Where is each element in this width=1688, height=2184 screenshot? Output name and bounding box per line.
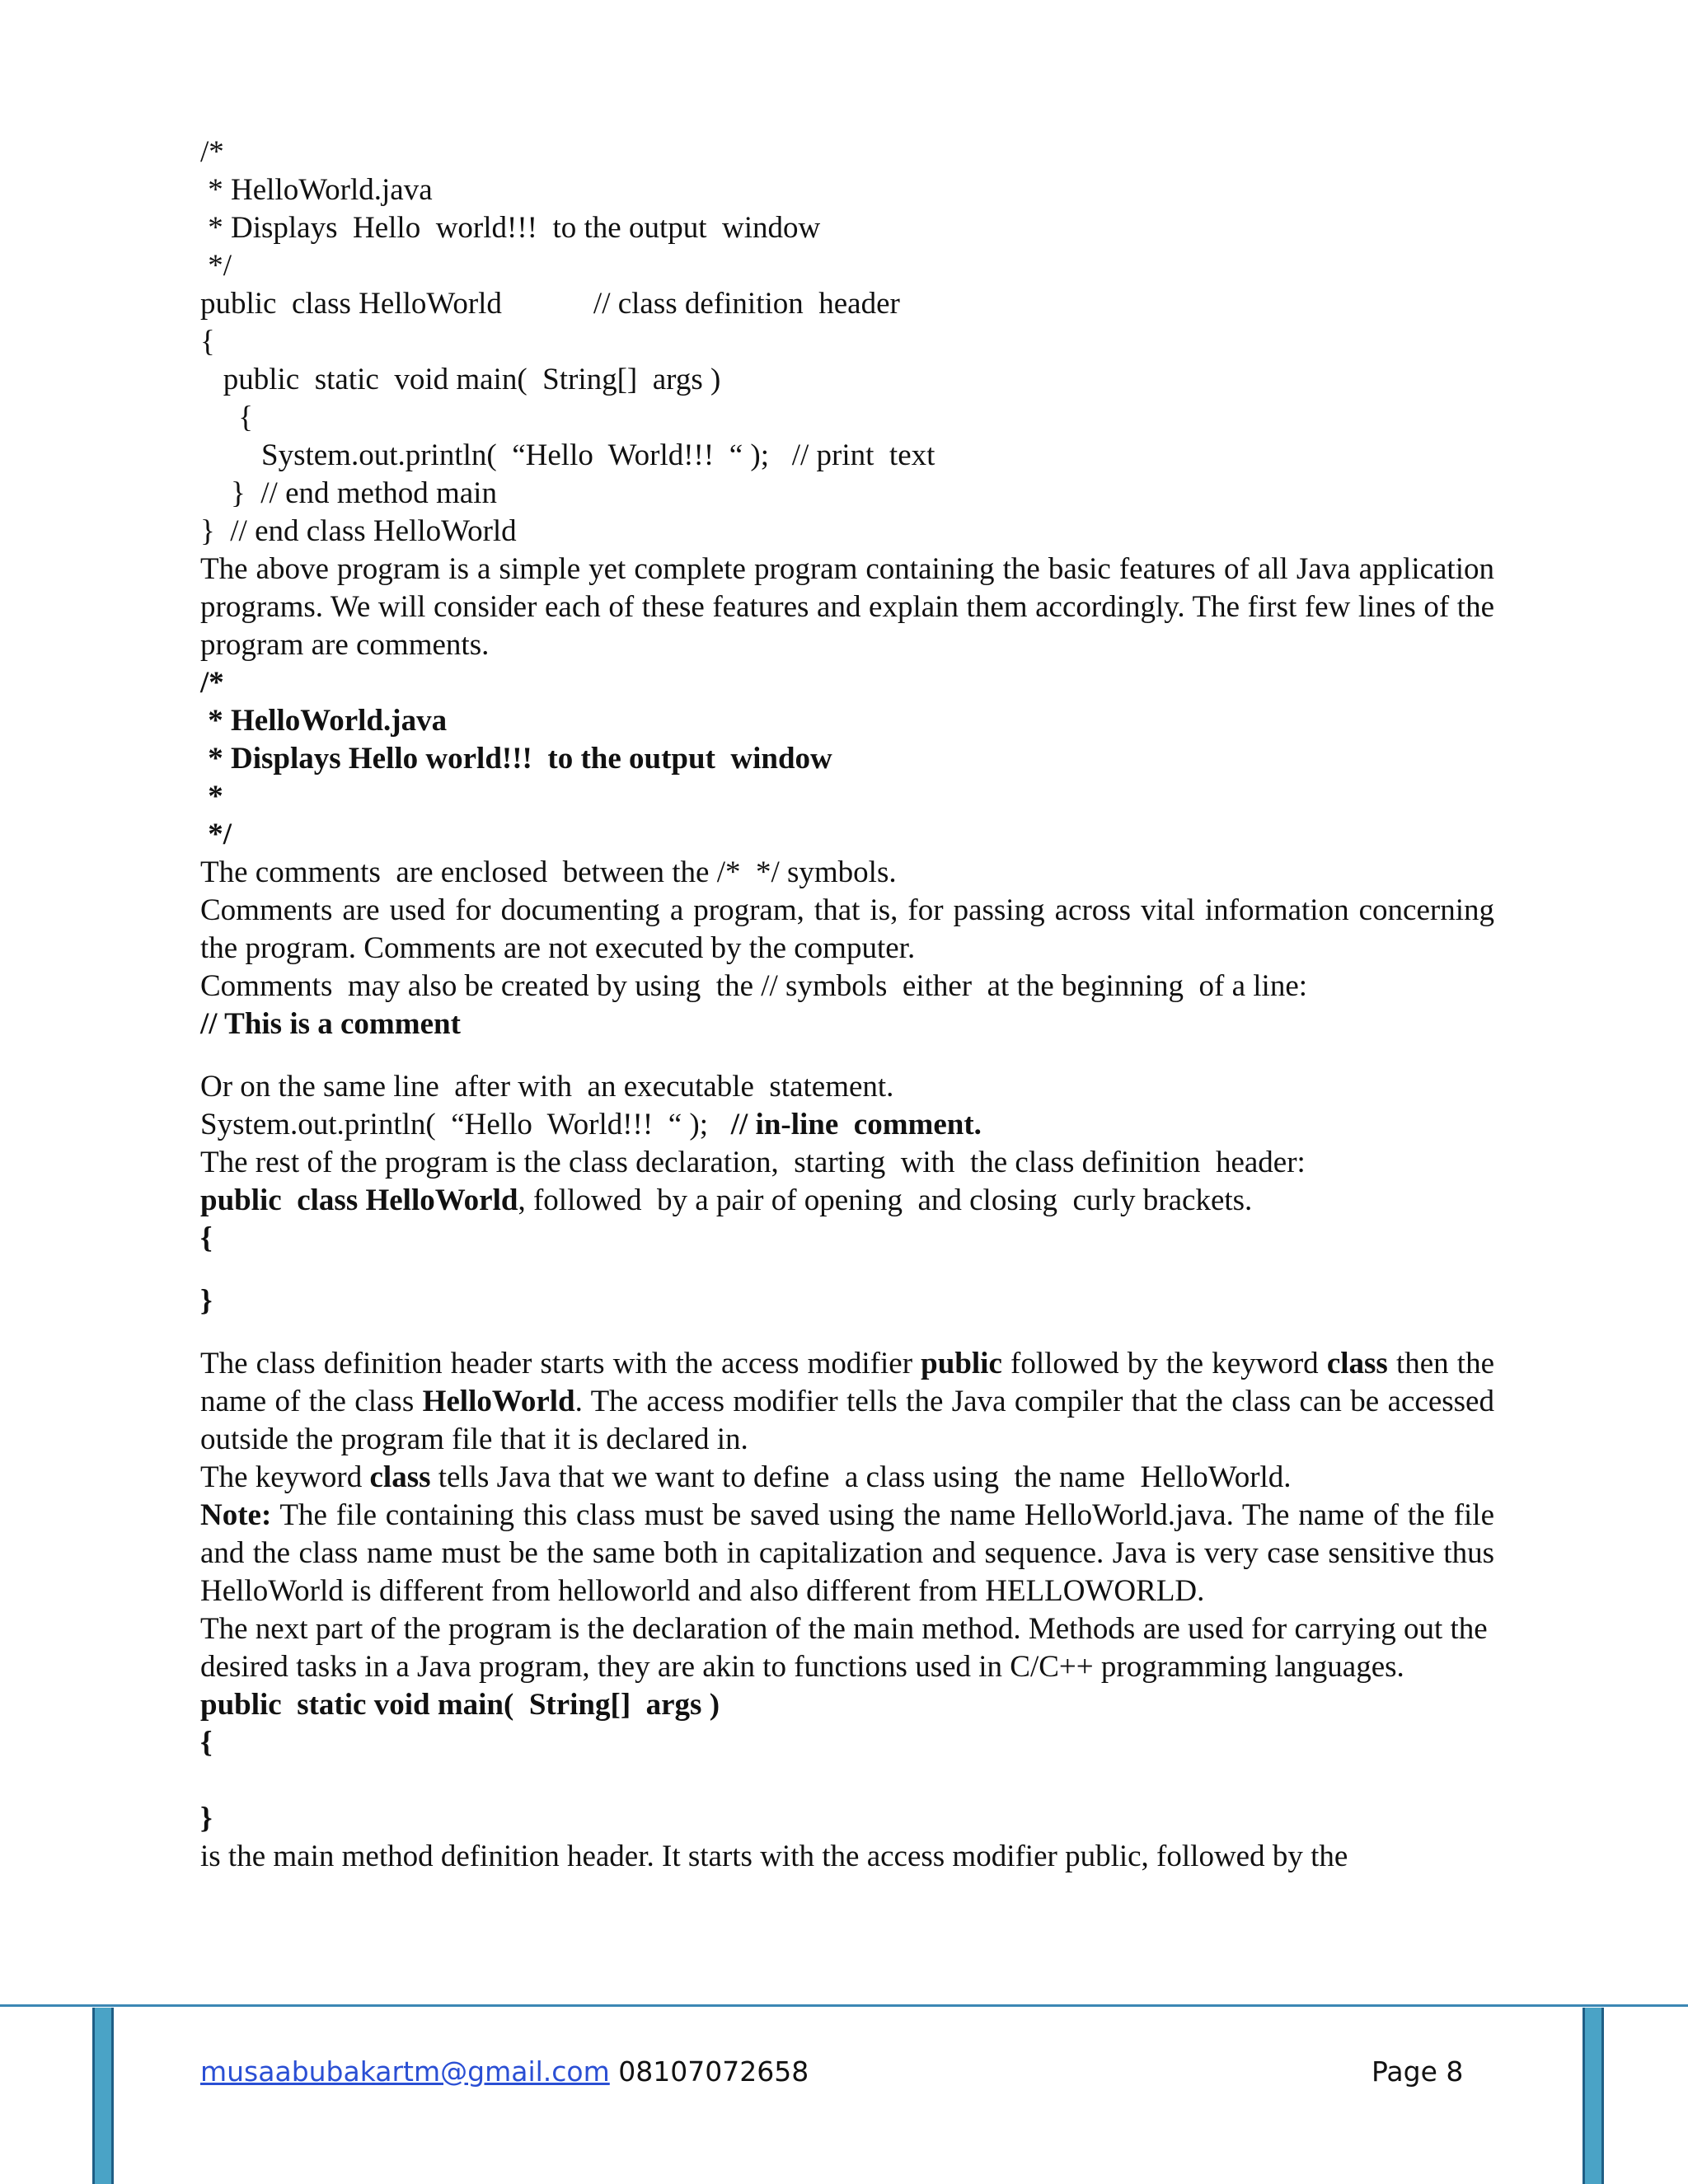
code-line: * HelloWorld.java bbox=[200, 173, 433, 207]
inline-comment: // in-line comment. bbox=[730, 1108, 982, 1141]
keyword-public: public bbox=[921, 1347, 1002, 1380]
class-header-code: public class HelloWorld bbox=[200, 1183, 518, 1217]
code-line: /* bbox=[200, 135, 224, 169]
email-link[interactable]: musaabubakartm@gmail.com bbox=[200, 2055, 610, 2088]
intro-paragraph: The above program is a simple yet complete program containing the basic features of all Java application programs. We will consider each of these features and explain them accordingly. The first few lines of the program are comments. bbox=[200, 552, 1494, 662]
text-run: The class definition header starts with the access modifier bbox=[200, 1347, 921, 1380]
page-number: Page 8 bbox=[1372, 2055, 1464, 2088]
inline-code: System.out.println( “Hello World!!! “ ); bbox=[200, 1108, 708, 1141]
keyword-class-line bbox=[200, 1459, 1494, 1497]
comment-block bbox=[200, 664, 1494, 854]
code-line: public static void main( String[] args ) bbox=[200, 363, 721, 396]
text-run: The keyword bbox=[200, 1460, 370, 1494]
main-method-paragraph: The next part of the program is the declaration of the main method. Methods are used for carrying out the desired tasks in a Java program, they are akin to functions used in C/C++ programming languages. bbox=[200, 1612, 1488, 1684]
footer-left-bar bbox=[92, 2008, 114, 2184]
same-line-text: Or on the same line after with an executable statement. bbox=[200, 1070, 894, 1104]
rest-text: The rest of the program is the class declaration, starting with the class definition header: bbox=[200, 1146, 1306, 1179]
text-run: followed by the keyword bbox=[1001, 1347, 1327, 1380]
main-signature: public static void main( String[] args ) bbox=[200, 1688, 720, 1722]
class-header-line bbox=[200, 1182, 1494, 1220]
comment-line: /* bbox=[200, 666, 224, 700]
text-run: . The access modifier tells the Java compiler that the class can be accessed outside the program file that it is declared in. bbox=[200, 1385, 1494, 1456]
code-line: */ bbox=[200, 249, 232, 283]
comments-used-paragraph: Comments are used for documenting a program, that is, for passing across vital information concerning the program. Comments are not executed by the computer. bbox=[200, 893, 1494, 965]
footer-contact bbox=[200, 2055, 809, 2088]
inline-code-line bbox=[200, 1106, 1494, 1144]
code-line: { bbox=[200, 401, 254, 434]
code-line: public class HelloWorld // class definition header bbox=[200, 287, 900, 321]
open-brace: { bbox=[200, 1726, 213, 1760]
phone-number: 08107072658 bbox=[609, 2055, 809, 2088]
keyword-class: class bbox=[1326, 1347, 1388, 1380]
footer-divider bbox=[0, 2004, 1688, 2007]
note-paragraph bbox=[200, 1497, 1494, 1610]
class-definition-paragraph bbox=[200, 1345, 1494, 1459]
code-line: { bbox=[200, 325, 215, 359]
note-text: The file containing this class must be saved using the name HelloWorld.java. The name of the file and the class name must be the same both in capitalization and sequence. Java is very case sensitive thus HelloWorld is different from helloworld and also different from HELLOWORLD. bbox=[200, 1498, 1494, 1608]
class-header-rest: , followed by a pair of opening and closing curly brackets. bbox=[518, 1183, 1253, 1217]
keyword-class: class bbox=[369, 1460, 431, 1494]
code-line: } // end class HelloWorld bbox=[200, 514, 517, 548]
spacer bbox=[200, 1762, 1494, 1800]
comments-enclosed-text: The comments are enclosed between the /* */ symbols. bbox=[200, 855, 897, 889]
page-content bbox=[200, 134, 1494, 1876]
comment-line: * Displays Hello world!!! to the output window bbox=[200, 742, 832, 776]
code-block bbox=[200, 134, 1494, 551]
class-name: HelloWorld bbox=[422, 1385, 575, 1418]
comment-line: * bbox=[200, 780, 223, 813]
close-brace: } bbox=[200, 1802, 213, 1835]
last-line: is the main method definition header. It starts with the access modifier public, followed by the bbox=[200, 1840, 1348, 1873]
spacer bbox=[200, 1320, 1494, 1345]
comment-example: // This is a comment bbox=[200, 1007, 461, 1041]
note-label: Note: bbox=[200, 1498, 272, 1532]
code-line: } // end method main bbox=[200, 476, 497, 510]
code-line: * Displays Hello world!!! to the output window bbox=[200, 211, 821, 245]
close-brace: } bbox=[200, 1284, 213, 1318]
comment-line: * HelloWorld.java bbox=[200, 704, 448, 738]
text-run: then the name of the class bbox=[200, 1347, 1495, 1418]
open-brace: { bbox=[200, 1221, 213, 1255]
text-run: tells Java that we want to define a class using the name HelloWorld. bbox=[430, 1460, 1292, 1494]
spacer bbox=[200, 1258, 1494, 1282]
comments-also-text: Comments may also be created by using the // symbols either at the beginning of a line: bbox=[200, 969, 1308, 1003]
code-line: System.out.println( “Hello World!!! “ ); // print text bbox=[200, 438, 935, 472]
comment-line: */ bbox=[200, 818, 232, 851]
footer-right-bar bbox=[1582, 2008, 1604, 2184]
spacer bbox=[200, 1043, 1494, 1068]
